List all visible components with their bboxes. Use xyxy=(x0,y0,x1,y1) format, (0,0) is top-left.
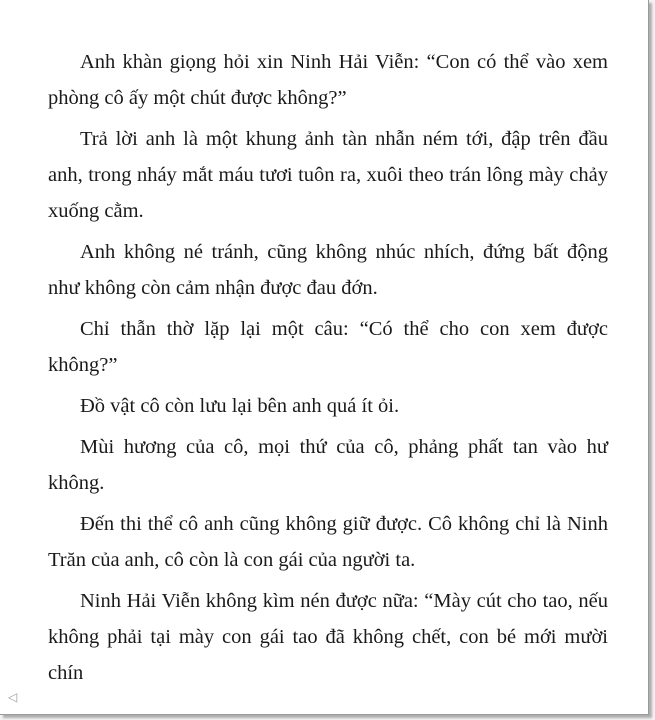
page-content xyxy=(48,44,608,696)
paragraph: Đồ vật cô còn lưu lại bên anh quá ít ỏi. xyxy=(80,395,400,417)
paragraph: Trả lời anh là một khung ảnh tàn nhẫn ném tới, đập trên đầu anh, trong nháy mắt máu tươi tuôn ra, xuôi theo trán lông mày chảy xuống cằm. xyxy=(48,128,608,222)
page-corner-arrow-icon: ◁ xyxy=(8,690,18,704)
paragraph: Mùi hương của cô, mọi thứ của cô, phảng phất tan vào hư không. xyxy=(48,436,608,494)
paragraph: Đến thi thể cô anh cũng không giữ được. Cô không chỉ là Ninh Trăn của anh, cô còn là con gái của người ta. xyxy=(48,513,608,571)
paragraph: Anh khàn giọng hỏi xin Ninh Hải Viễn: “Con có thể vào xem phòng cô ấy một chút được không?” xyxy=(48,51,608,109)
paragraph: Ninh Hải Viễn không kìm nén được nữa: “Mày cút cho tao, nếu không phải tại mày con gái tao đã không chết, con bé mới mười chín xyxy=(48,590,608,684)
paragraph: Chỉ thẫn thờ lặp lại một câu: “Có thể cho con xem được không?” xyxy=(48,318,608,376)
paragraph: Anh không né tránh, cũng không nhúc nhích, đứng bất động như không còn cảm nhận được đau đớn. xyxy=(48,241,608,299)
